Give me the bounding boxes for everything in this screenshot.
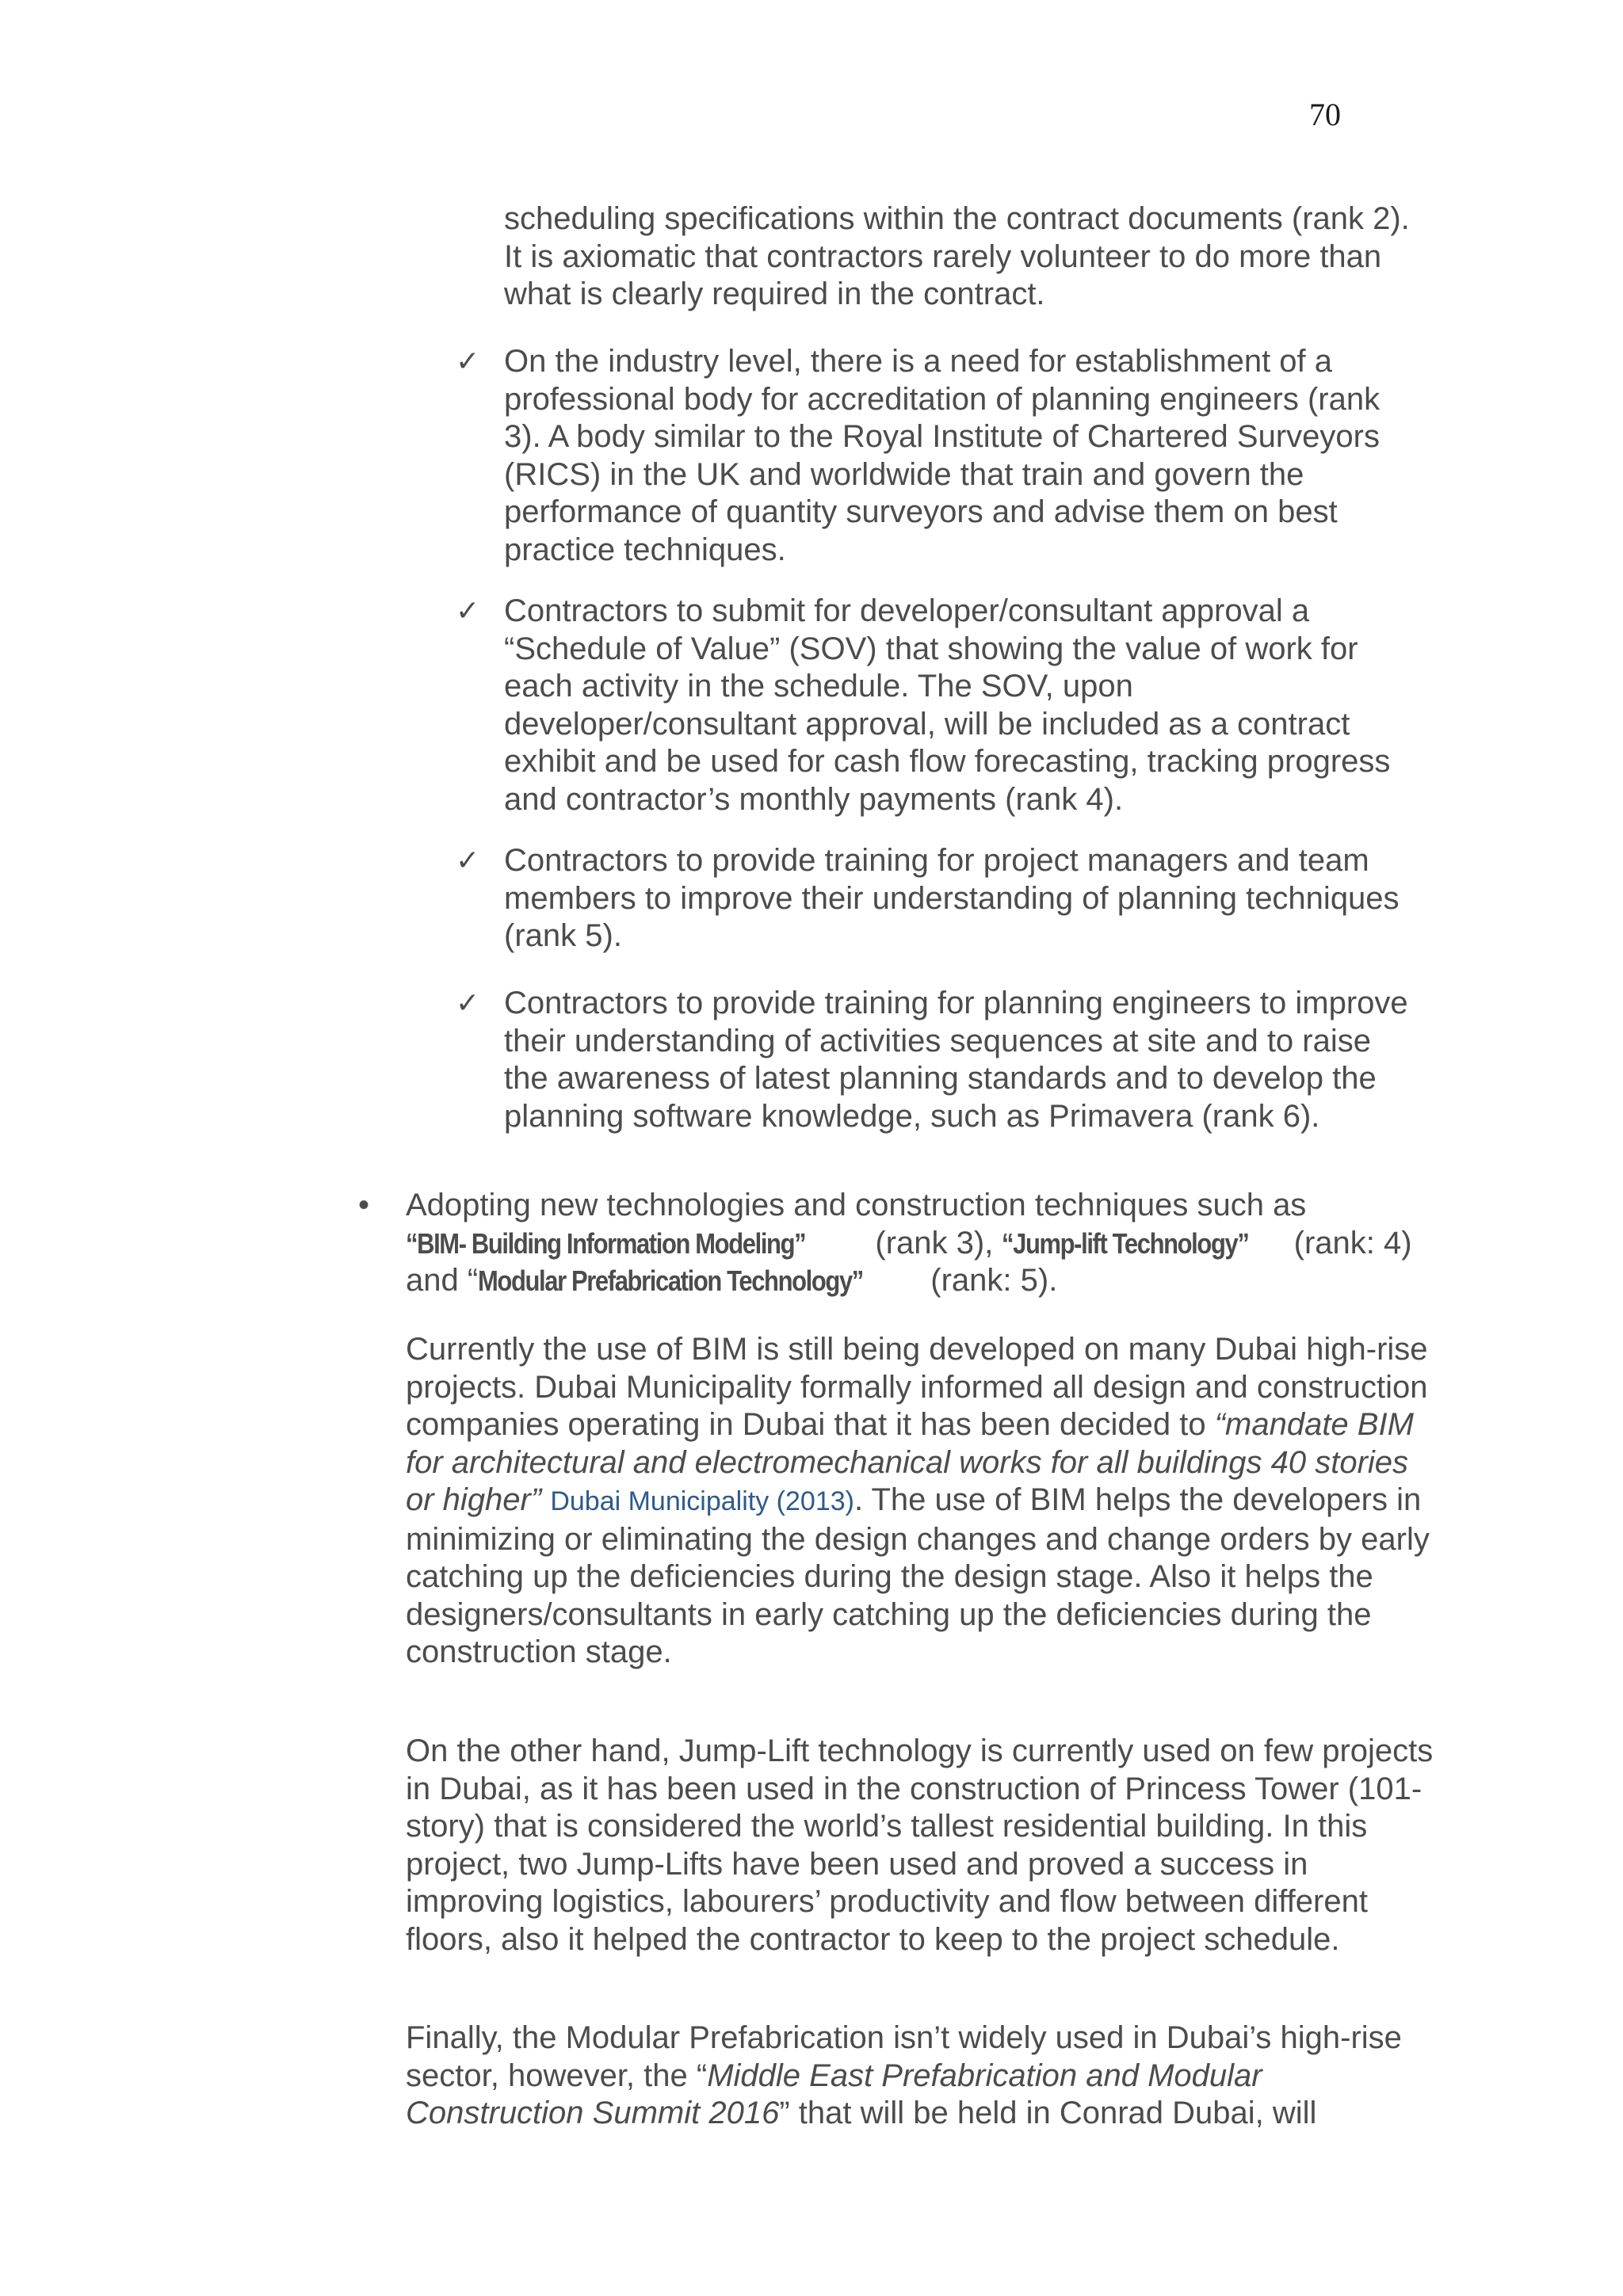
text-run: Adopting new technologies and construction techniques such as: [406, 1188, 1307, 1222]
check-list-item: [456, 343, 1423, 569]
text-run: (rank: 4) and “: [406, 1225, 1412, 1298]
page-number: 70: [1309, 97, 1341, 132]
body-paragraph-prefabrication: [406, 2019, 1436, 2133]
bold-term: Modular Prefabrication Technology”: [478, 1264, 864, 1297]
check-mark-icon: ✓: [456, 595, 480, 627]
body-paragraph-jump-lift: [406, 1733, 1436, 1958]
text-run: ” that will be held in Conrad Dubai, will: [779, 2096, 1317, 2130]
check-item-text: Contractors to submit for developer/consultant approval a “Schedule of Value” (SOV) that showing the value of work for each activity in the schedule. The SOV, upon developer/consultant approval, will be included as a contract exhibit and be used for cash flow forecasting, tracking progress and contractor’s monthly payments (rank 4).: [504, 593, 1391, 817]
body-paragraph-bim: [406, 1331, 1436, 1672]
check-mark-icon: ✓: [456, 345, 480, 378]
bullet-icon: •: [358, 1188, 370, 1222]
check-item-text: Contractors to provide training for planning engineers to improve their understanding of activities sequences at site and to raise the awareness of latest planning standards and to develop the planning software knowledge, such as Primavera (rank 6).: [504, 986, 1408, 1134]
text-run: On the other hand, Jump-Lift technology is currently used on few projects in Dubai, as it has been used in the construction of Princess Tower (101-story) that is considered the world’s tallest residential building. In this project, two Jump-Lifts have been used and proved a success in improving logistics, labourers’ productivity and flow between different floors, also it helped the contractor to keep to the project schedule.: [406, 1733, 1434, 1957]
text-run: . The use of BIM helps the developers in minimizing or eliminating the design changes and change orders by early catching up the deficiencies during the design stage. Also it helps the designers/consultants in early catching up the deficiencies during the construction stage.: [406, 1482, 1430, 1669]
bold-term: “BIM- Building Information Modeling”: [406, 1226, 806, 1260]
text-run: (rank: 5).: [922, 1263, 1058, 1298]
check-list-item: [456, 842, 1423, 955]
check-item-text: On the industry level, there is a need for establishment of a professional body for accreditation of planning engineers (rank 3). A body similar to the Royal Institute of Chartered Surveyors (RICS) in the UK and worldwide that train and govern the performance of quantity surveyors and advise them on best practice techniques.: [504, 344, 1381, 567]
check-mark-icon: ✓: [456, 845, 480, 877]
italic-quote: “mandate BIM for architectural and electromechanical works for all buildings 40 stories or higher”: [406, 1407, 1414, 1517]
bold-term: “Jump-lift Technology”: [1002, 1226, 1249, 1260]
text-run: (rank 3),: [866, 1225, 1002, 1261]
text-run: [541, 1482, 550, 1517]
italic-quote: Middle East Prefabrication and Modular Construction Summit 2016: [406, 2058, 1262, 2130]
bullet-list-item: [358, 1187, 1428, 1300]
text-run: Finally, the Modular Prefabrication isn’t widely used in Dubai’s high-rise sector, however, the “: [406, 2020, 1402, 2093]
continuation-paragraph: scheduling specifications within the contract documents (rank 2). It is axiomatic that contractors rarely volunteer to do more than what is clearly required in the contract.: [504, 201, 1410, 311]
bullet-item-text: [406, 1187, 1428, 1300]
check-list-item: [456, 985, 1423, 1135]
check-mark-icon: ✓: [456, 987, 480, 1020]
citation: Dubai Municipality (2013): [550, 1486, 854, 1516]
text-run: Currently the use of BIM is still being developed on many Dubai high-rise projects. Dubai Municipality formally informed all design and construction companies operating in Dubai that it has been decided to: [406, 1332, 1428, 1442]
check-item-text: Contractors to provide training for project managers and team members to improve their understanding of planning techniques (rank 5).: [504, 843, 1400, 953]
check-list-item: [456, 593, 1423, 818]
